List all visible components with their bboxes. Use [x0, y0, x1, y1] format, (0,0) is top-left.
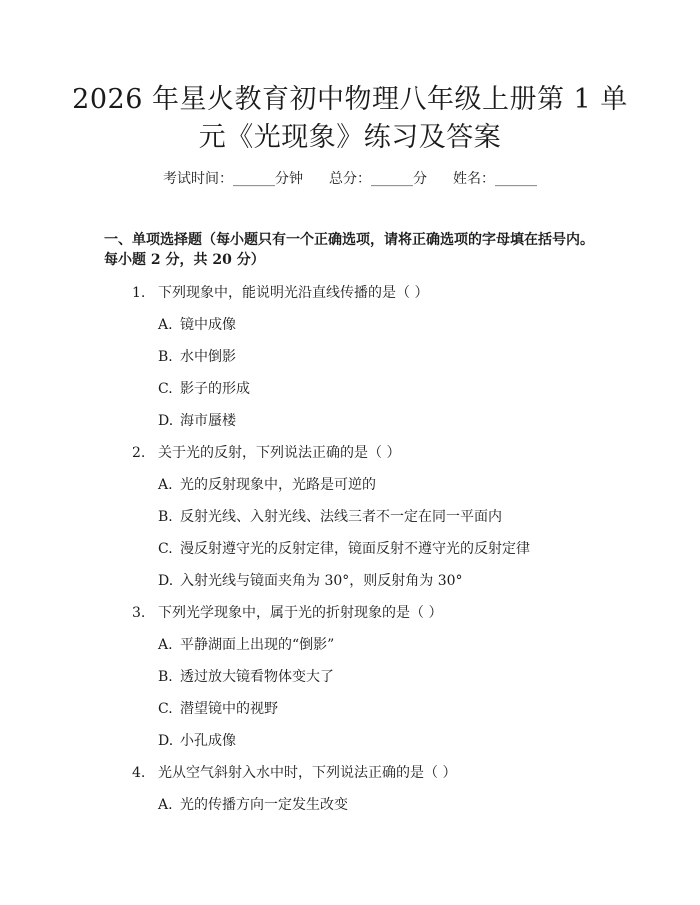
question-number: 3. — [132, 605, 146, 621]
question-3-option-a — [158, 634, 334, 654]
option-text: 入射光线与镜面夹角为 30°，则反射角为 30° — [180, 573, 463, 589]
question-number: 1. — [132, 285, 146, 301]
question-4 — [132, 762, 456, 782]
question-3 — [132, 602, 442, 622]
option-letter: C. — [158, 701, 173, 717]
question-3-option-c — [158, 698, 278, 718]
option-text: 光的传播方向一定发生改变 — [180, 797, 348, 813]
question-text: 下列现象中，能说明光沿直线传播的是（ ） — [158, 285, 429, 301]
question-2-option-b — [158, 506, 502, 526]
page-title-line-1: 2026 年星火教育初中物理八年级上册第 1 单 — [72, 84, 628, 115]
question-text: 光从空气斜射入水中时，下列说法正确的是（ ） — [158, 765, 457, 781]
option-letter: B. — [158, 669, 173, 685]
option-letter: A. — [158, 317, 173, 333]
question-3-option-d — [158, 730, 236, 750]
question-number: 4. — [132, 765, 146, 781]
option-text: 海市蜃楼 — [180, 413, 236, 429]
option-text: 影子的形成 — [180, 381, 250, 397]
option-text: 潜望镜中的视野 — [180, 701, 278, 717]
option-letter: C. — [158, 381, 173, 397]
option-text: 水中倒影 — [180, 349, 236, 365]
option-text: 光的反射现象中，光路是可逆的 — [180, 477, 376, 493]
section-heading-line-2: 每小题 2 分，共 20 分） — [104, 252, 265, 268]
question-1-option-b — [158, 346, 236, 366]
question-4-option-a — [158, 794, 348, 814]
question-1-option-a — [158, 314, 236, 334]
exam-time-field: 考试时间：______分钟 — [163, 171, 303, 187]
option-letter: D. — [158, 573, 174, 589]
question-text: 关于光的反射，下列说法正确的是（ ） — [158, 445, 401, 461]
option-text: 平静湖面上出现的“倒影” — [180, 637, 335, 653]
option-text: 漫反射遵守光的反射定律，镜面反射不遵守光的反射定律 — [180, 541, 530, 557]
option-letter: B. — [158, 349, 173, 365]
question-number: 2. — [132, 445, 146, 461]
section-heading-line-1: 一、单项选择题（每小题只有一个正确选项，请将正确选项的字母填在括号内。 — [104, 232, 594, 248]
question-2-option-c — [158, 538, 530, 558]
question-2 — [132, 442, 400, 462]
question-2-option-d — [158, 570, 463, 590]
student-name-field: 姓名：______ — [453, 171, 537, 187]
total-score-field: 总分：______分 — [329, 171, 427, 187]
option-text: 反射光线、入射光线、法线三者不一定在同一平面内 — [180, 509, 502, 525]
question-1-option-c — [158, 378, 250, 398]
option-letter: D. — [158, 413, 174, 429]
option-letter: A. — [158, 797, 173, 813]
question-1 — [132, 282, 428, 302]
question-2-option-a — [158, 474, 376, 494]
question-3-option-b — [158, 666, 334, 686]
exam-meta — [0, 168, 700, 188]
option-letter: D. — [158, 733, 174, 749]
page-title-line-2: 元《光现象》练习及答案 — [198, 122, 502, 153]
option-letter: A. — [158, 637, 173, 653]
option-text: 透过放大镜看物体变大了 — [180, 669, 334, 685]
option-letter: A. — [158, 477, 173, 493]
question-text: 下列光学现象中，属于光的折射现象的是（ ） — [158, 605, 443, 621]
option-letter: C. — [158, 541, 173, 557]
option-text: 小孔成像 — [180, 733, 236, 749]
question-1-option-d — [158, 410, 236, 430]
section-heading — [104, 230, 614, 270]
option-text: 镜中成像 — [180, 317, 236, 333]
option-letter: B. — [158, 509, 173, 525]
